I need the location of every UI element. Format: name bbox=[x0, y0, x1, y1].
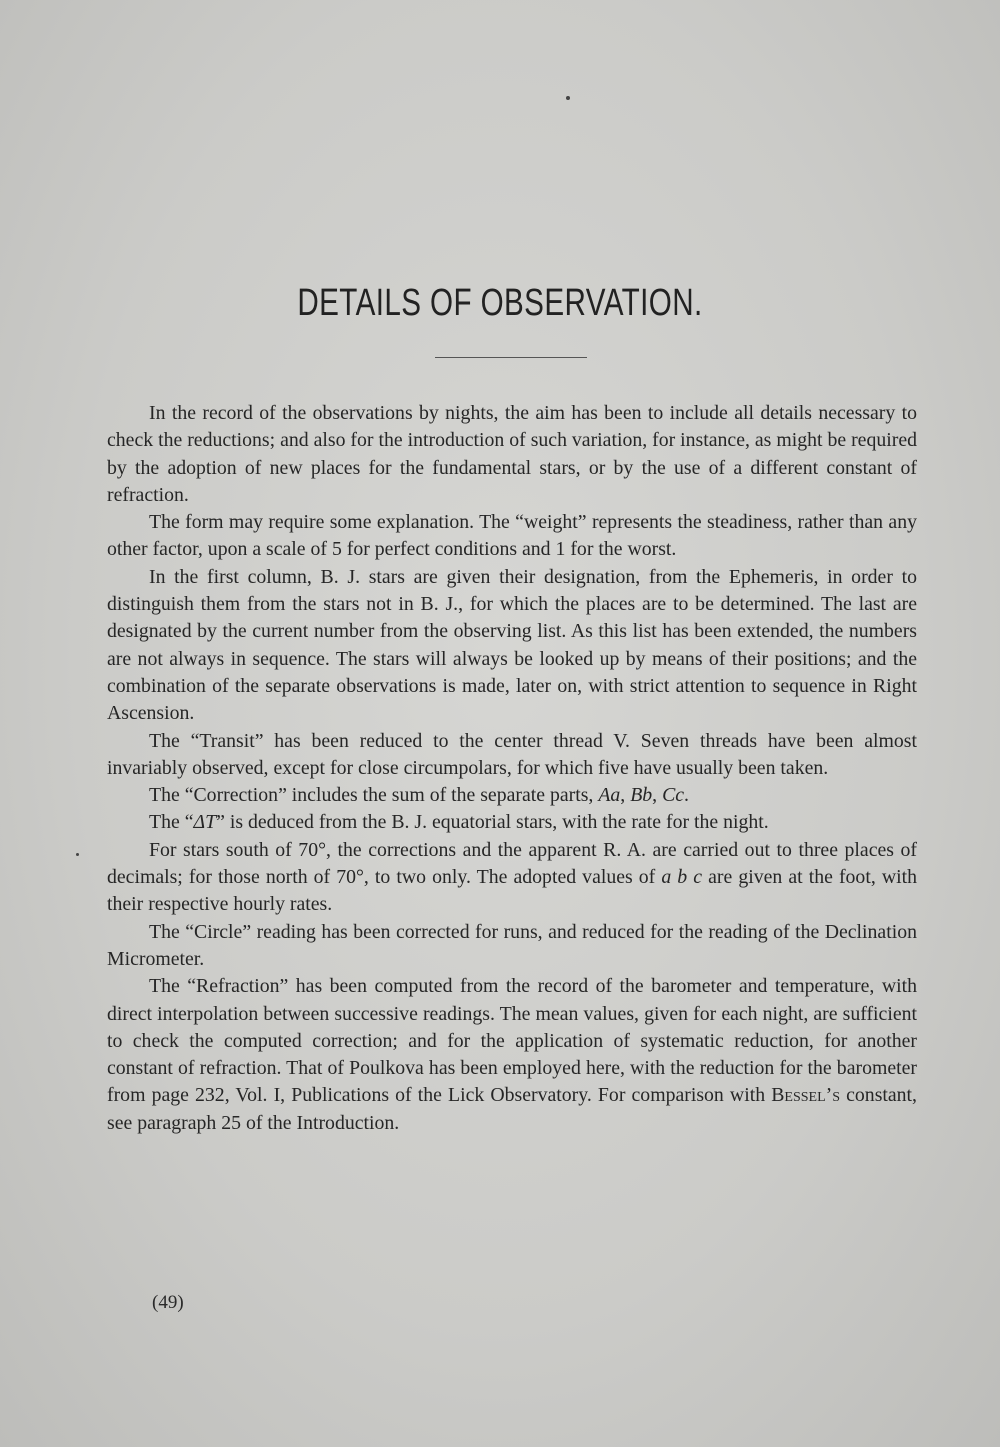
part-aa: Aa bbox=[598, 784, 621, 807]
page-title: DETAILS OF OBSERVATION. bbox=[297, 282, 703, 324]
refraction-tail: constant, see paragraph 25 of the Introduction. bbox=[107, 1084, 917, 1134]
paragraph-delta-t bbox=[107, 809, 917, 836]
delta-t-lead: The “ bbox=[149, 811, 194, 834]
paragraph-transit: The “Transit” has been reduced to the center thread V. Seven threads have been almost invariably observed, except for close circumpolars, for which five have usually been taken. bbox=[107, 729, 917, 779]
ink-speck bbox=[76, 853, 79, 856]
body-text bbox=[107, 400, 917, 1137]
paragraph-form: The form may require some explanation. The “weight” represents the steadiness, rather than any other factor, upon a scale of 5 for perfect conditions and 1 for the worst. bbox=[107, 511, 917, 561]
page-number: (49) bbox=[152, 1292, 184, 1313]
delta-t-symbol: ΔT bbox=[193, 811, 217, 834]
paragraph-circle: The “Circle” reading has been corrected for runs, and reduced for the reading of the Declination Micrometer. bbox=[107, 920, 917, 970]
separator: , bbox=[620, 784, 631, 807]
part-cc: Cc bbox=[662, 784, 685, 807]
paragraph-first-column: In the first column, B. J. stars are given their designation, from the Ephemeris, in order to distinguish them from the stars not in B. J., for which the places are to be determined. The last are designated by the current number from the observing list. As this list has been extended, the numbers are not always in sequence. The stars will always be looked up by means of their positions; and the combination of the separate observations is made, later on, with strict attention to sequence in Right Ascension. bbox=[107, 565, 917, 725]
south-tail: are given at the foot, with their respective hourly rates. bbox=[107, 866, 918, 916]
paragraph-refraction bbox=[107, 973, 917, 1137]
delta-t-tail: ” is deduced from the B. J. equatorial stars, with the rate for the night. bbox=[216, 811, 769, 834]
refraction-lead: The “Refraction” has been computed from the record of the barometer and temperature, with direct interpolation between successive readings. The mean values, given for each night, are sufficient to check the computed correction; and for the application of systematic reduction, for another constant of refraction. That of Poulkova has been employed here, with the reduction for the barometer from page 232, Vol. I, Publications of the Lick Observatory. For comparison with bbox=[107, 975, 917, 1107]
ink-speck bbox=[566, 96, 570, 100]
separator: , bbox=[652, 784, 663, 807]
paragraph-record: In the record of the observations by nights, the aim has been to include all details necessary to check the reductions; and also for the introduction of such variation, for instance, as might be required by the adoption of new places for the fundamental stars, or by the use of a different constant of refraction. bbox=[107, 402, 917, 506]
paragraph-correction bbox=[107, 782, 917, 809]
south-lead: For stars south of 70°, the corrections and the apparent R. A. are carried out to three places of decimals; for those north of 70°, to two only. The adopted values of bbox=[107, 838, 917, 889]
paragraph-south-stars bbox=[107, 837, 917, 919]
abc-symbols: a b c bbox=[661, 866, 703, 889]
part-bb: Bb bbox=[630, 784, 653, 807]
bessel-name: Bessel’s bbox=[771, 1084, 841, 1107]
title-divider bbox=[435, 357, 587, 358]
correction-tail: . bbox=[684, 784, 689, 807]
correction-lead: The “Correction” includes the sum of the separate parts, bbox=[149, 784, 599, 807]
